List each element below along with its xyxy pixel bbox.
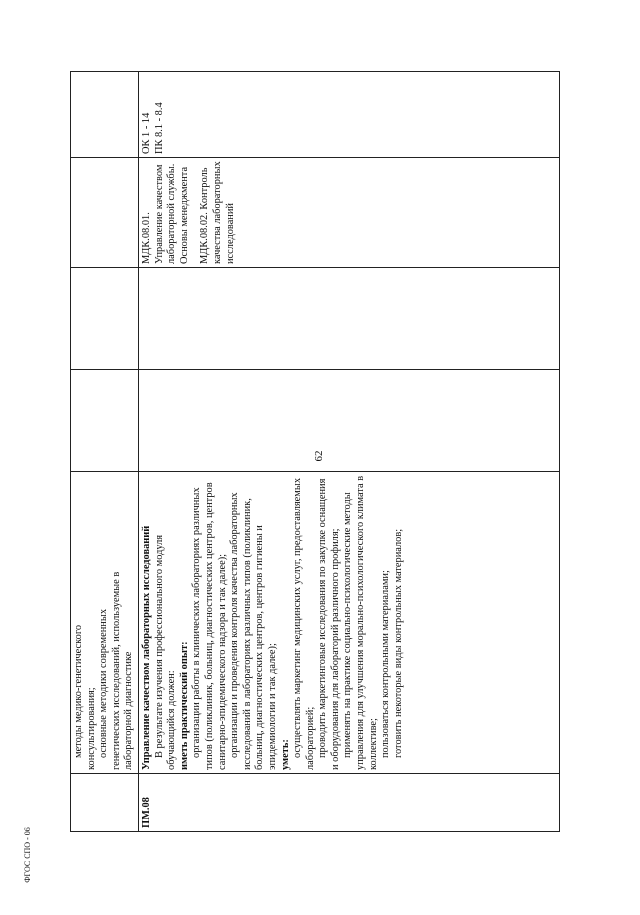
footer-label: ФГОС СПО - 06 bbox=[23, 827, 32, 883]
text-line: лабораторной диагностике bbox=[123, 651, 135, 770]
list-item: готовить некоторые виды контрольных материалов; bbox=[392, 528, 404, 758]
text-line: основные методики современных bbox=[98, 608, 110, 758]
mdk-item: МДК.08.02. Контроль качества лабораторных исследований bbox=[199, 161, 236, 264]
table-cell bbox=[71, 268, 139, 370]
table-cell bbox=[71, 774, 139, 832]
table-cell-description bbox=[138, 472, 559, 774]
text-line: генетических исследований, используемые в bbox=[110, 571, 122, 770]
intro-text: В результате изучения профессионального модуля обучающийся должен: bbox=[153, 534, 178, 770]
table-cell bbox=[138, 268, 559, 370]
table-cell bbox=[71, 370, 139, 472]
list-item: организации и проведения контроля качества лабораторных исследований в лабораториях различных типов (поликлиник, больниц, диагностических центров, центров гигиены и эпидемиологии и так далее); bbox=[229, 492, 278, 770]
table-cell bbox=[138, 370, 559, 472]
text-line: методы медико-генетического bbox=[73, 624, 84, 758]
table-cell bbox=[71, 72, 139, 158]
table-cell-description bbox=[71, 472, 139, 774]
list-item: применять на практике социально-психологические методы управления для улучшения морально-психологического климата в коллективе; bbox=[342, 475, 379, 770]
skills-heading: уметь: bbox=[279, 739, 291, 770]
mdk-item: МДК.08.01. Управление качеством лабораторной службы. Основы менеджмента bbox=[140, 163, 190, 264]
list-item: организации работы в клинических лабораториях различных типов (поликлиник, больниц, диагностических центров, центров санитарно-эпидемического надзора и так далее); bbox=[191, 482, 228, 770]
list-item: пользоваться контрольными материалами; bbox=[380, 570, 392, 758]
competency-item: ПК 8.1 - 8.4 bbox=[153, 102, 165, 154]
table-cell-mdk bbox=[138, 158, 559, 268]
table-row bbox=[138, 72, 559, 832]
spacer bbox=[191, 161, 199, 264]
list-item: осуществлять маркетинг медицинских услуг, предоставляемых лабораторией; bbox=[292, 477, 316, 770]
practice-heading: иметь практический опыт: bbox=[178, 641, 190, 770]
table-row bbox=[71, 72, 139, 832]
competency-item: ОК 1 - 14 bbox=[140, 112, 152, 154]
module-code: ПМ.08 bbox=[138, 774, 559, 832]
page-number: 62 bbox=[313, 450, 325, 462]
table-cell bbox=[71, 158, 139, 268]
table-cell-competencies bbox=[138, 72, 559, 158]
list-item: проводить маркетинговые исследования по закупке оснащения и оборудования для лабораторий различного профиля; bbox=[317, 478, 341, 770]
text-line: консультирования; bbox=[85, 687, 97, 770]
module-title: Управление качеством лабораторных исследований bbox=[140, 525, 152, 770]
